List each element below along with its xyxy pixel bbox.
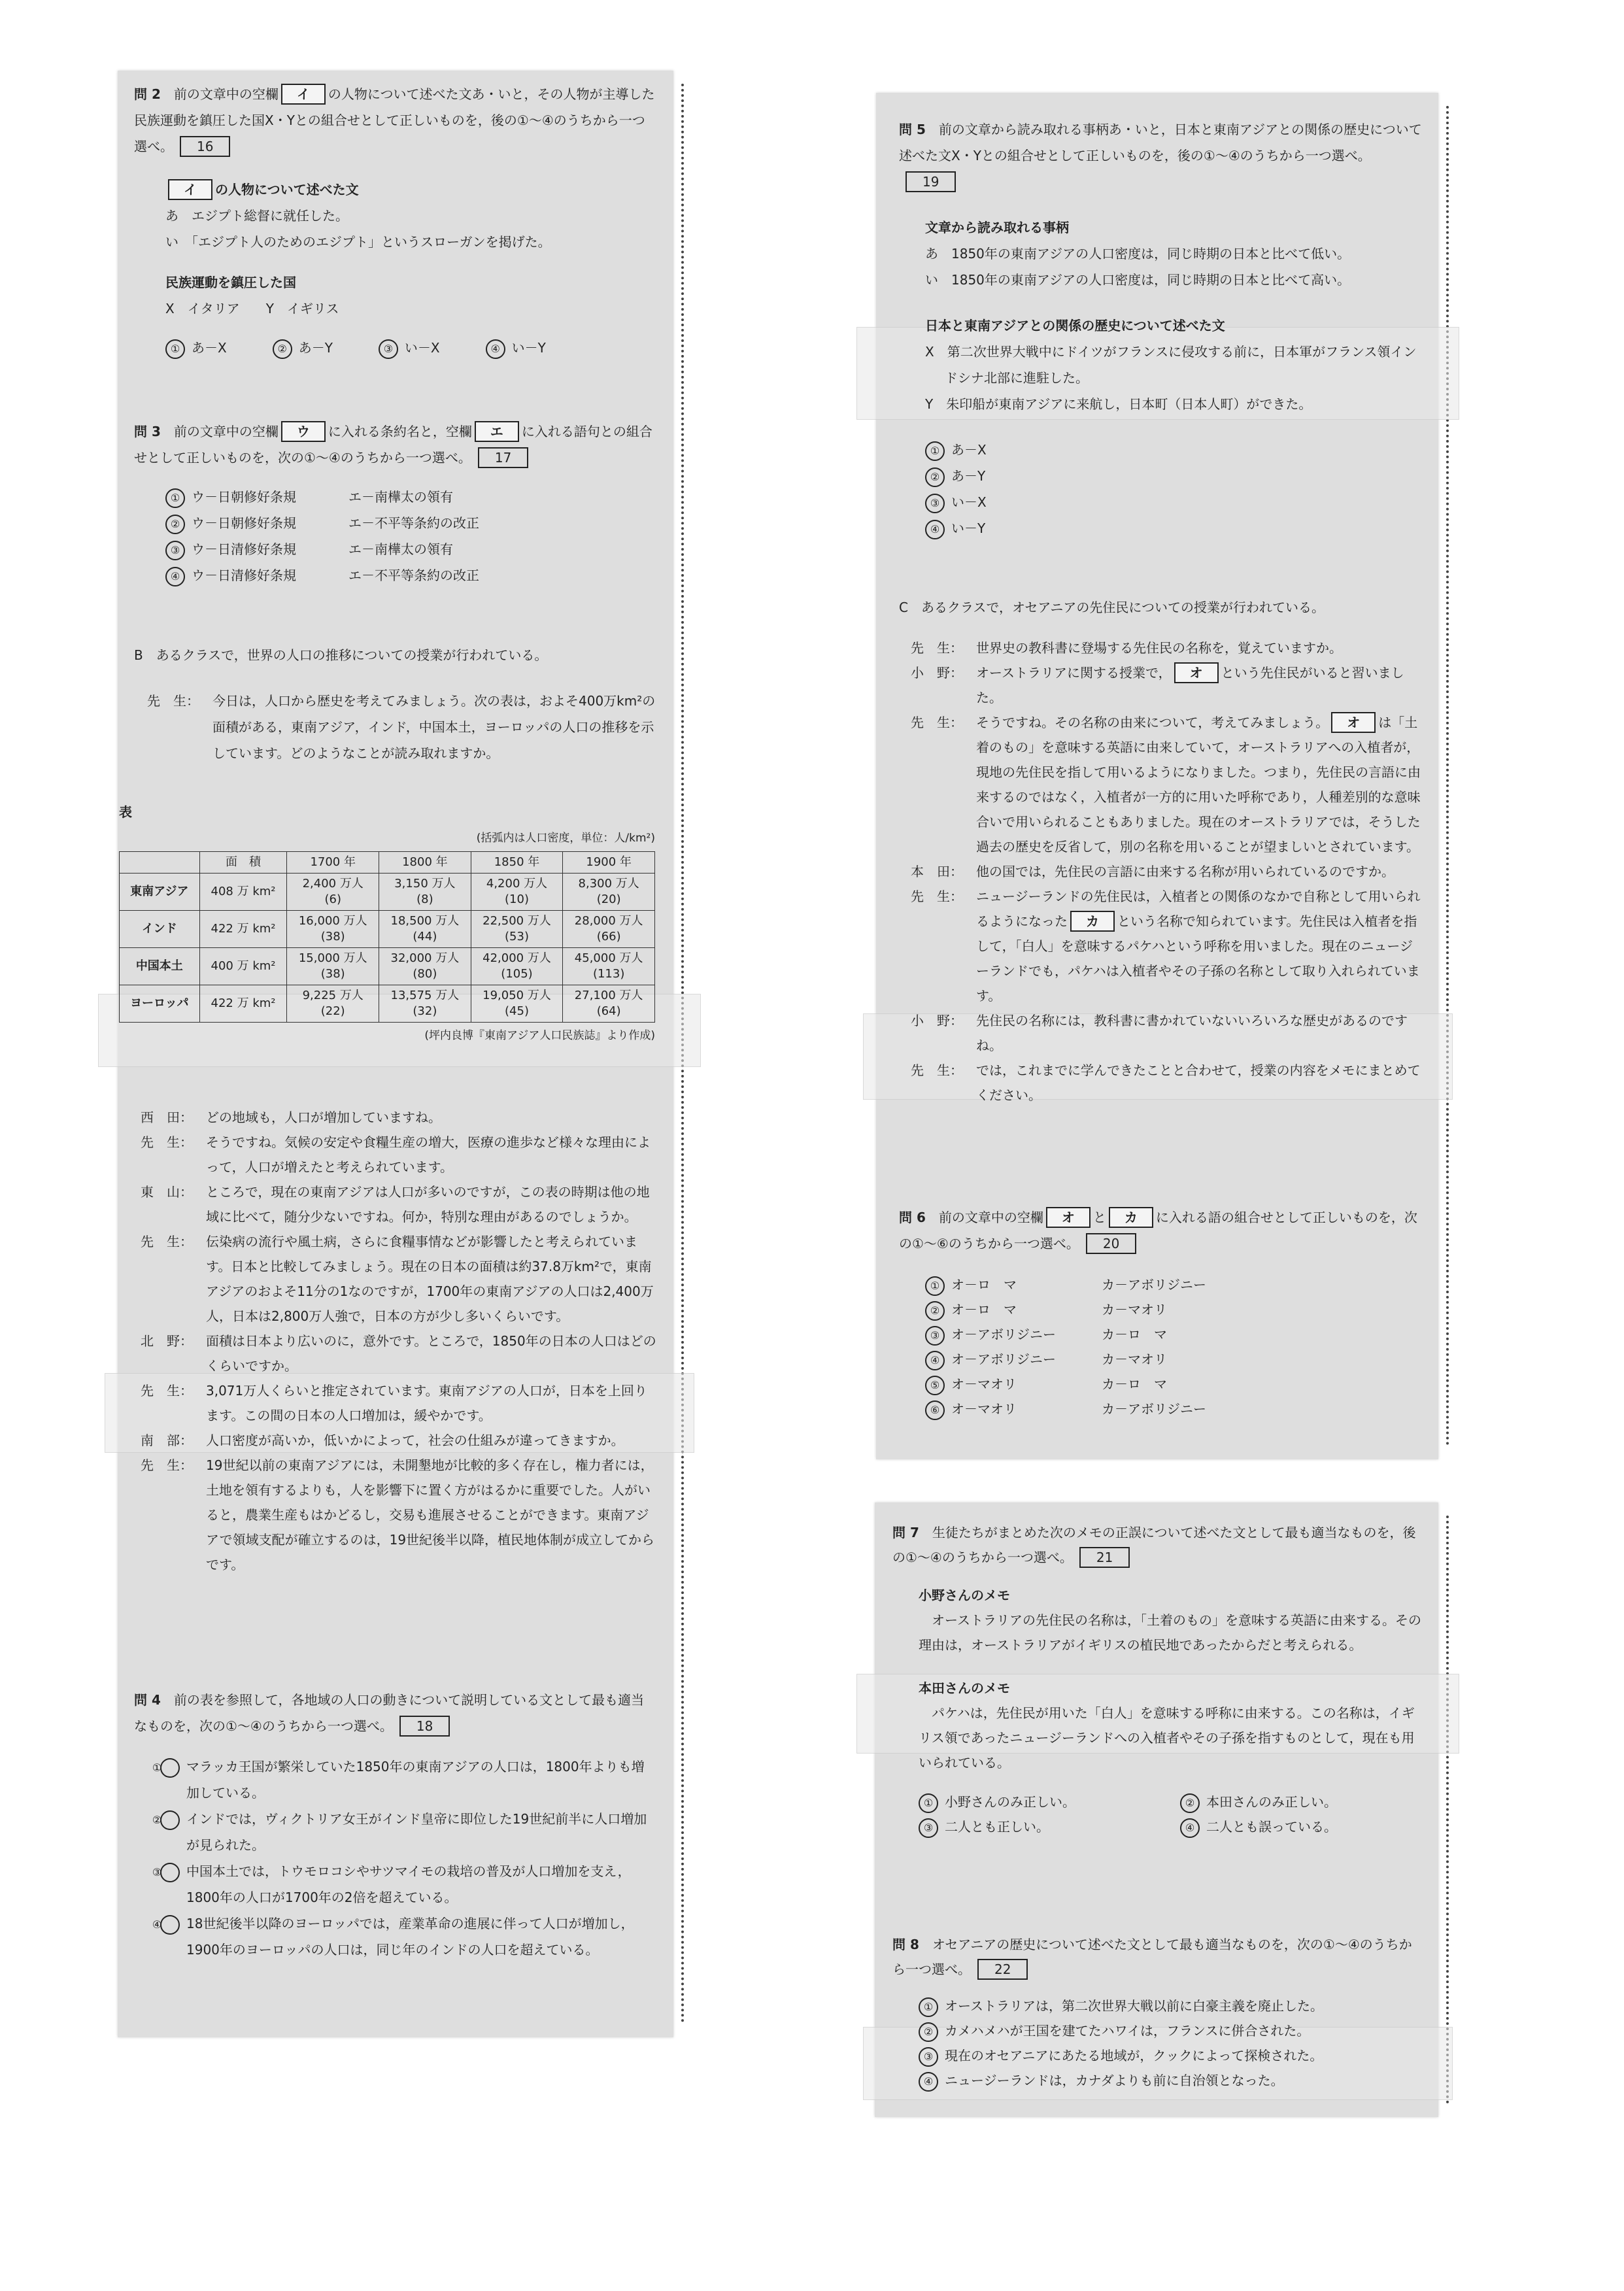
option-1: ① ウ－日朝修好条規 エ－南樺太の領有 [165, 484, 657, 510]
option-1: ① 小野さんのみ正しい。 [919, 1790, 1180, 1814]
dialogue-line: 東 山： ところで，現在の東南アジアは人口が多いのですが，この表の時期は他の地域に比べて，随分少ないですね。何か，特別な理由があるのでしょうか。 [141, 1184, 650, 1225]
question-4: 問 4 前の表を参照して，各地域の人口の動きについて説明している文として最も適当なものを，次の①〜④のうちから一つ選べ。 18 ① マラッカ王国が繁栄していた1850年の東南アジアの人口は，1800年よりも増加している。 ② インドでは，ヴィクトリア女王がインド皇帝に即位した19世紀前半に人口増加が見られた。 ③ 中国本土では，トウモロコシやサツマイモの栽培の普及が人口増加を支え，1800年の人口が1700年の2倍を超えている。 ④ 18世紀後半以降のヨーロッパでは，産業革命の進展に伴って人口が増加し，1900年のヨーロッパの人口は，同じ年のインドの人口を超えている。 [134, 1687, 657, 1963]
option-5: ⑤ オ－マオリ カ－ロ マ [925, 1372, 1422, 1397]
dialogue-line: 先 生： 3,071万人くらいと推定されています。東南アジアの人口が，日本を上回ります。この間の日本の人口増加は，緩やかです。 [141, 1383, 647, 1423]
option-1: ① あ－X [165, 335, 227, 361]
country-list: X イタリア Y イギリス [165, 301, 339, 316]
section-c-intro: C あるクラスで，オセアニアの先住民についての授業が行われている。 [899, 600, 1325, 615]
question-8: 問 8 オセアニアの歴史について述べた文として最も適当なものを，次の①〜④のうちから一つ選べ。 22 ① オーストラリアは，第二次世界大戦以前に白豪主義を廃止した。 ② カメハメハが王国を建てたハワイは，フランスに併合された。 ③ 現在のオセアニアにあたる地域が，クックによって探検された。 ④ ニュージーランドは，カナダよりも前に自治領となった。 [892, 1932, 1422, 2093]
teacher-intro: 先 生： 今日は，人口から歴史を考えてみましょう。次の表は，およそ400万km²の面積がある，東南アジア，インド，中国本土，ヨーロッパの人口の推移を示しています。どのようなことが読み取れますか。 [147, 693, 656, 761]
question-2-options [134, 335, 657, 361]
dialogue-line: 先 生： では，これまでに学んできたことと合わせて，授業の内容をメモにまとめてください。 [911, 1062, 1421, 1103]
question-7-options [892, 1790, 1422, 1839]
question-8-options [892, 1994, 1422, 2093]
dialogue-line: 北 野： 面積は日本より広いのに，意外です。ところで，1850年の日本の人口はどのくらいですか。 [141, 1333, 656, 1374]
population-table-block [119, 799, 655, 1049]
country-title: 民族運動を鎮圧した国 [165, 275, 296, 290]
section-b [134, 642, 657, 766]
blank-ka: カ [1070, 911, 1115, 932]
option-2: ② 本田さんのみ正しい。 [1180, 1790, 1415, 1814]
option-3: ③ オ－アボリジニー カ－ロ マ [925, 1322, 1422, 1347]
blank-o: オ [1331, 712, 1376, 733]
option-1: ① マラッカ王国が繁栄していた1850年の東南アジアの人口は，1800年よりも増加している。 [152, 1759, 645, 1801]
question-6-number: 問 6 [899, 1210, 926, 1225]
blank-o: オ [1046, 1207, 1091, 1228]
question-2: 問 2 前の文章中の空欄 イ の人物について述べた文あ・いと，その人物が主導した民族運動を鎮圧した国X・Yとの組合せとして正しいものを，後の①〜④のうちから一つ選べ。 16 イ の人物について述べた文 あ エジプト総督に就任した。 い 「エジプト人のためのエジプト」というスローガンを掲げた。 民族運動を鎮圧した国 X イタリア Y イギリス ① あ－X ② あ－Y ③ い－X ④ い－Y [134, 81, 657, 361]
table-row: ヨーロッパ 422 万 km² 9,225 万人 (22) 13,575 万人 (32) 19,050 万人 (45) 27,100 万人 (64) [120, 985, 655, 1023]
question-8-number: 問 8 [892, 1937, 919, 1952]
blank-i: イ [281, 84, 326, 105]
option-4: ④ 18世紀後半以降のヨーロッパでは，産業革命の進展に伴って人口が増加し，1900年のヨーロッパの人口は，同じ年のインドの人口を超えている。 [152, 1916, 634, 1958]
read-title: 文章から読み取れる事柄 [925, 220, 1069, 235]
memo-2-title: 本田さんのメモ [919, 1680, 1010, 1696]
option-3: ③ 中国本土では，トウモロコシやサツマイモの栽培の普及が人口増加を支え，1800年の人口が1700年の2倍を超えている。 [152, 1863, 631, 1905]
option-3: ③ ウ－日清修好条規 エ－南樺太の領有 [165, 536, 657, 562]
question-6: 問 6 前の文章中の空欄 オ と カ に入れる語の組合せとして正しいものを，次の①〜⑥のうちから一つ選べ。 20 ① オ－ロ マ カ－アボリジニー ② オ－ロ マ カ－マオリ ③ オ－アボリジニー カ－ロ マ ④ オ－アボリジニー カ－マオリ ⑤ オ－マオリ カ－ロ マ ⑥ オ－マオリ カ－アボリジニー [899, 1204, 1422, 1421]
question-4-number: 問 4 [134, 1692, 161, 1708]
option-4: ④ 二人とも誤っている。 [1180, 1814, 1415, 1839]
option-1: ① あ－X [925, 437, 1422, 463]
dialogue-line: 先 生： そうですね。その名称の由来について，考えてみましょう。 オ は「土着のもの」を意味する英語に由来していて，オーストラリアへの入植者が，現地の先住民を指して用いるようになりました。つまり，先住民の言語に由来するのではなく，入植者が一方的に用いた呼称であり，人種差別的な意味合いで用いられることもありました。現在のオーストラリアでは，そうした過去の歴史を反省して，別の名称を用いることが望ましいとされています。 [911, 710, 1422, 859]
answer-number-16: 16 [180, 136, 230, 157]
question-3-number: 問 3 [134, 424, 161, 439]
option-4: ④ ニュージーランドは，カナダよりも前に自治領となった。 [919, 2068, 1422, 2093]
memo-2: パケハは，先住民が用いた「白人」を意味する呼称に由来する。この名称は，イギリス領であったニュージーランドへの入植者やその子孫を指すものとして，現在も用いられている。 [919, 1705, 1415, 1771]
dialogue-line: 小 野： 先住民の名称には，教科書に書かれていないいろいろな歴史があるのですね。 [911, 1013, 1408, 1053]
option-3: ③ い－X [379, 335, 440, 361]
question-4-options [134, 1754, 657, 1963]
dialogue-line: 先 生： そうですね。気候の安定や食糧生産の増大，医療の進歩など様々な理由によって，人口が増えたと考えられています。 [141, 1134, 651, 1175]
question-5-number: 問 5 [899, 122, 926, 137]
blank-e: エ [475, 421, 519, 442]
statement-x: X 第二次世界大戦中にドイツがフランスに侵攻する前に，日本軍がフランス領インドシナ北部に進駐した。 [925, 344, 1417, 386]
option-4: ④ オ－アボリジニー カ－マオリ [925, 1347, 1422, 1372]
dialogue-line: 先 生： 伝染病の流行や風土病，さらに食糧事情などが影響したと考えられています。日本と比較してみましょう。現在の日本の面積は約37.8万km²で，東南アジアのおよそ11分の1なのですが，1700年の東南アジアの人口は2,400万人，日本は2,800万人強で，日本の方が少し多いくらいです。 [141, 1234, 654, 1324]
dialogue-line: 本 田： 他の国では，先住民の言語に由来する名称が用いられているのですか。 [911, 864, 1395, 879]
statement-y: Y 朱印船が東南アジアに来航し，日本町（日本人町）ができた。 [925, 396, 1312, 412]
option-1: ① オ－ロ マ カ－アボリジニー [925, 1272, 1422, 1297]
table-note: (括弧内は人口密度，単位：人/km²) [476, 832, 655, 845]
table-label: 表 [119, 804, 132, 820]
question-5: 問 5 前の文章から読み取れる事柄あ・いと，日本と東南アジアとの関係の歴史について述べた文X・Yとの組合せとして正しいものを，後の①〜④のうちから一つ選べ。19 文章から読み取れる事柄 あ 1850年の東南アジアの人口密度は，同じ時期の日本と比べて低い。 い 1850年の東南アジアの人口密度は，同じ時期の日本と比べて高い。 日本と東南アジアとの関係の歴史について述べた文 X 第二次世界大戦中にドイツがフランスに侵攻する前に，日本軍がフランス領インドシナ北部に進駐した。 Y 朱印船が東南アジアに来航し，日本町（日本人町）ができた。 ① あ－X ② あ－Y ③ い－X ④ い－Y [899, 116, 1422, 541]
option-2: ② インドでは，ヴィクトリア女王がインド皇帝に即位した19世紀前半に人口増加が見られた。 [152, 1811, 647, 1853]
option-3: ③ 二人とも正しい。 [919, 1814, 1180, 1839]
option-4: ④ ウ－日清修好条規 エ－不平等条約の改正 [165, 562, 657, 588]
option-3: ③ 現在のオセアニアにあたる地域が，クックによって探検された。 [919, 2043, 1422, 2068]
dialogue-line: 先 生： 19世紀以前の東南アジアには，未開墾地が比較的多く存在し，権力者には，土地を領有するよりも，人を影響下に置く方がはるかに重要でした。人がいると，農業生産もはかどるし，交易も進展させることができます。東南アジアで領域支配が確立するのは，19世紀後半以降，植民地体制が成立してからです。 [141, 1457, 655, 1572]
memo-1: オーストラリアの先住民の名称は，「土着のもの」を意味する英語に由来する。その理由は，オーストラリアがイギリスの植民地であったからだと考えられる。 [919, 1612, 1421, 1653]
dialogue-line: 小 野： オーストラリアに関する授業で， オ という先住民がいると習いました。 [911, 660, 1422, 710]
option-6: ⑥ オ－マオリ カ－アボリジニー [925, 1397, 1422, 1421]
blank-o: オ [1174, 662, 1219, 683]
statement-a: あ 1850年の東南アジアの人口密度は，同じ時期の日本と比べて低い。 [925, 246, 1351, 262]
option-4: ④ い－Y [925, 515, 1422, 541]
table-row: インド 422 万 km² 16,000 万人 (38) 18,500 万人 (44) 22,500 万人 (53) 28,000 万人 (66) [120, 911, 655, 948]
dialogue-line: 西 田： どの地域も，人口が増加していますね。 [141, 1110, 441, 1125]
answer-number-18: 18 [399, 1716, 450, 1737]
question-6-options [899, 1272, 1422, 1421]
answer-number-17: 17 [478, 447, 528, 468]
dialogue-line: 先 生： ニュージーランドの先住民は，入植者との関係のなかで自称として用いられるようになった カ という名称で知られています。先住民は入植者を指して，「白人」を意味するパケハという呼称を用いました。現在のニュージーランドでも，パケハは入植者やその子孫の名称として取り入れられています。 [911, 889, 1421, 1004]
population-table [119, 851, 655, 1023]
option-2: ② カメハメハが王国を建てたハワイは，フランスに併合された。 [919, 2018, 1422, 2043]
blank-i-label: イ [168, 179, 212, 200]
section-b-dialogue [141, 1105, 657, 1577]
dialogue-line: 南 部： 人口密度が高いか，低いかによって，社会の仕組みが違ってきますか。 [141, 1433, 624, 1448]
memo-1-title: 小野さんのメモ [919, 1587, 1010, 1603]
question-3: 問 3 前の文章中の空欄 ウ に入れる条約名と，空欄 エ に入れる語句との組合せとして正しいものを，次の①〜④のうちから一つ選べ。 17 ① ウ－日朝修好条規 エ－南樺太の領有 ② ウ－日朝修好条規 エ－不平等条約の改正 ③ ウ－日清修好条規 エ－南樺太の領有 ④ ウ－日清修好条規 エ－不平等条約の改正 [134, 418, 657, 588]
blank-ka: カ [1109, 1207, 1153, 1228]
history-title: 日本と東南アジアとの関係の歴史について述べた文 [925, 318, 1225, 333]
blank-u: ウ [281, 421, 326, 442]
question-2-number: 問 2 [134, 86, 161, 102]
answer-number-22: 22 [977, 1959, 1028, 1980]
table-header-row: 面 積 1700 年 1800 年 1850 年 1900 年 [120, 852, 655, 874]
statement-i: い 1850年の東南アジアの人口密度は，同じ時期の日本と比べて高い。 [925, 272, 1351, 288]
section-b-intro: B あるクラスで，世界の人口の推移についての授業が行われている。 [134, 647, 548, 663]
answer-number-19: 19 [905, 171, 956, 192]
option-2: ② ウ－日朝修好条規 エ－不平等条約の改正 [165, 510, 657, 536]
statement-a: あ エジプト総督に就任した。 [165, 208, 348, 224]
answer-number-20: 20 [1086, 1233, 1136, 1254]
question-7: 問 7 生徒たちがまとめた次のメモの正誤について述べた文として最も適当なものを，後の①〜④のうちから一つ選べ。 21 小野さんのメモ オーストラリアの先住民の名称は，「土着のもの」を意味する英語に由来する。その理由は，オーストラリアがイギリスの植民地であったからだと考えられる。 本田さんのメモ パケハは，先住民が用いた「白人」を意味する呼称に由来する。この名称は，イギリス領であったニュージーランドへの入植者やその子孫を指すものとして，現在も用いられている。 ① 小野さんのみ正しい。 ② 本田さんのみ正しい。 ③ 二人とも正しい。 ④ 二人とも誤っている。 [892, 1520, 1422, 1839]
dialogue-line: 先 生： 世界史の教科書に登場する先住民の名称を，覚えていますか。 [911, 640, 1342, 656]
option-2: ② あ－Y [925, 463, 1422, 489]
option-4: ④ い－Y [486, 335, 546, 361]
statement-i: い 「エジプト人のためのエジプト」というスローガンを掲げた。 [165, 234, 551, 250]
section-c [899, 595, 1422, 1108]
question-5-options [899, 437, 1422, 541]
question-7-number: 問 7 [892, 1525, 919, 1540]
table-source: (坪内良博『東南アジア人口民族誌』より作成) [424, 1029, 655, 1042]
question-3-options [134, 484, 657, 588]
answer-number-21: 21 [1079, 1547, 1130, 1568]
option-2: ② オ－ロ マ カ－マオリ [925, 1297, 1422, 1322]
table-row: 東南アジア 408 万 km² 2,400 万人 (6) 3,150 万人 (8) 4,200 万人 (10) 8,300 万人 (20) [120, 874, 655, 911]
option-3: ③ い－X [925, 489, 1422, 515]
option-1: ① オーストラリアは，第二次世界大戦以前に白豪主義を廃止した。 [919, 1994, 1422, 2018]
table-row: 中国本土 400 万 km² 15,000 万人 (38) 32,000 万人 (80) 42,000 万人 (105) 45,000 万人 (113) [120, 948, 655, 985]
option-2: ② あ－Y [273, 335, 333, 361]
